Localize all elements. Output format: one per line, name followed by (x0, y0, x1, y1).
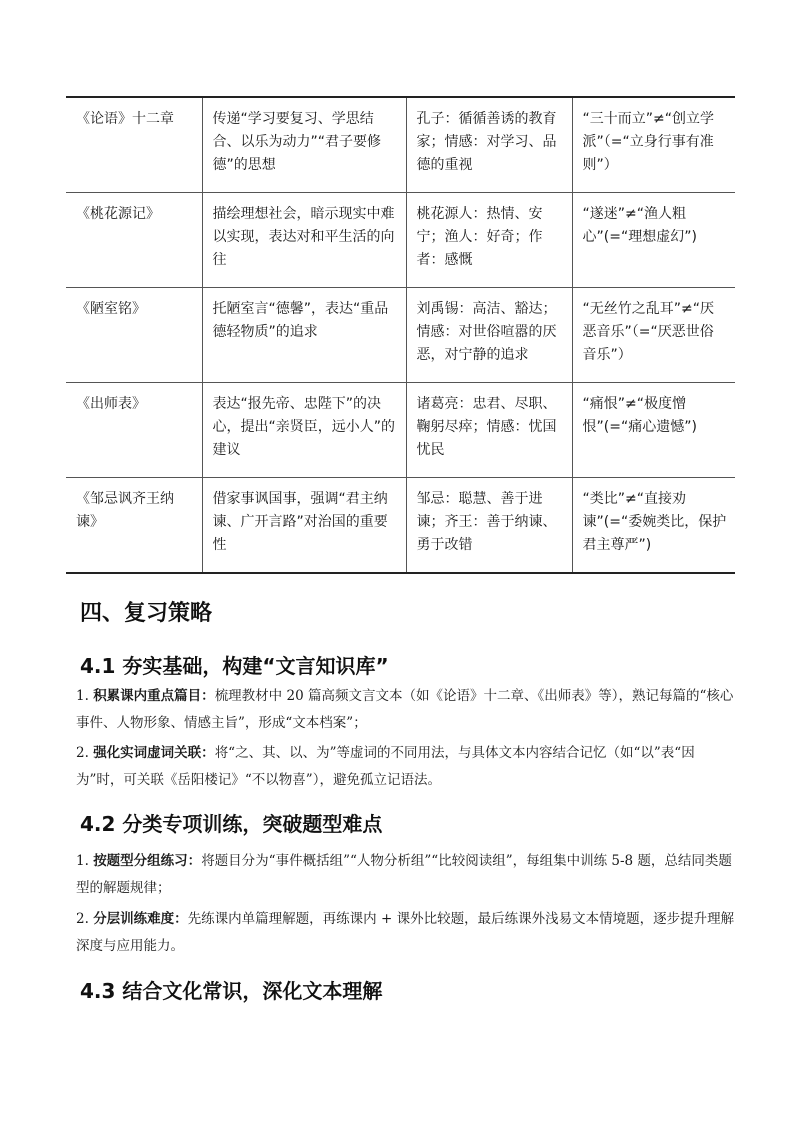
subsection-heading-4-2: 4.2 分类专项训练，突破题型难点 (80, 812, 383, 836)
text-title-cell: 《出师表》 (66, 383, 202, 478)
paragraph-4-2-item-1 (76, 848, 736, 902)
text-title-cell: 《论语》十二章 (66, 97, 202, 193)
theme-cell: 借家事讽国事，强调“君主纳谏、广开言路”对治国的重要性 (202, 478, 406, 574)
misreading-cell: “类比”≠“直接劝谏”(=“委婉类比，保护君主尊严”) (572, 478, 735, 574)
item-text: 将“之、其、以、为”等虚词的不同用法，与具体文本内容结合记忆（如“以”表“因为”时，可关联《岳阳楼记》“不以物喜”），避免孤立记语法。 (76, 745, 695, 788)
character-emotion-cell: 邹忌：聪慧、善于进谏；齐王：善于纳谏、勇于改错 (406, 478, 572, 574)
theme-cell: 传递“学习要复习、学思结合、以乐为动力”“君子要修德”的思想 (202, 97, 406, 193)
item-text: 梳理教材中 20 篇高频文言文本（如《论语》十二章、《出师表》等），熟记每篇的“核心事件、人物形象、情感主旨”，形成“文本档案”； (76, 688, 734, 731)
misreading-cell: “三十而立”≠“创立学派”（=“立身行事有准则”） (572, 97, 735, 193)
theme-cell: 描绘理想社会，暗示现实中难以实现，表达对和平生活的向往 (202, 193, 406, 288)
item-heading: 分层训练难度： (93, 911, 188, 927)
subsection-heading-4-3: 4.3 结合文化常识，深化文本理解 (80, 979, 383, 1003)
item-number: 1. (76, 688, 89, 704)
paragraph-4-1-item-1 (76, 683, 736, 737)
review-table (66, 96, 735, 574)
item-number: 1. (76, 853, 89, 869)
character-emotion-cell: 孔子：循循善诱的教育家；情感：对学习、品德的重视 (406, 97, 572, 193)
table-row (66, 288, 735, 383)
item-text: 先练课内单篇理解题，再练课内 + 课外比较题，最后练课外浅易文本情境题，逐步提升理解深度与应用能力。 (76, 911, 735, 954)
misreading-cell: “遂迷”≠“渔人粗心”(=“理想虚幻”) (572, 193, 735, 288)
paragraph-4-2-item-2 (76, 906, 736, 960)
item-text: 将题目分为“事件概括组”“人物分析组”“比较阅读组”，每组集中训练 5-8 题，总结同类题型的解题规律； (76, 853, 732, 896)
character-emotion-cell: 刘禹锡：高洁、豁达；情感：对世俗喧嚣的厌恶，对宁静的追求 (406, 288, 572, 383)
item-heading: 积累课内重点篇目： (93, 688, 215, 704)
theme-cell: 表达“报先帝、忠陛下”的决心，提出“亲贤臣，远小人”的建议 (202, 383, 406, 478)
text-title-cell: 《邹忌讽齐王纳谏》 (66, 478, 202, 574)
table-row (66, 193, 735, 288)
table-row (66, 383, 735, 478)
paragraph-4-1-item-2 (76, 740, 736, 794)
theme-cell: 托陋室言“德馨”，表达“重品德轻物质”的追求 (202, 288, 406, 383)
table-row (66, 478, 735, 574)
misreading-cell: “无丝竹之乱耳”≠“厌恶音乐”（=“厌恶世俗音乐”） (572, 288, 735, 383)
text-title-cell: 《桃花源记》 (66, 193, 202, 288)
character-emotion-cell: 桃花源人：热情、安宁；渔人：好奇；作者：感慨 (406, 193, 572, 288)
item-heading: 按题型分组练习： (93, 853, 202, 869)
subsection-heading-4-1: 4.1 夯实基础，构建“文言知识库” (80, 654, 389, 678)
table-row (66, 97, 735, 193)
item-heading: 强化实词虚词关联： (93, 745, 215, 761)
section-heading-review-strategy: 四、复习策略 (80, 601, 213, 626)
text-title-cell: 《陋室铭》 (66, 288, 202, 383)
item-number: 2. (76, 911, 89, 927)
item-number: 2. (76, 745, 89, 761)
character-emotion-cell: 诸葛亮：忠君、尽职、鞠躬尽瘁；情感：忧国忧民 (406, 383, 572, 478)
misreading-cell: “痛恨”≠“极度憎恨”(=“痛心遗憾”) (572, 383, 735, 478)
